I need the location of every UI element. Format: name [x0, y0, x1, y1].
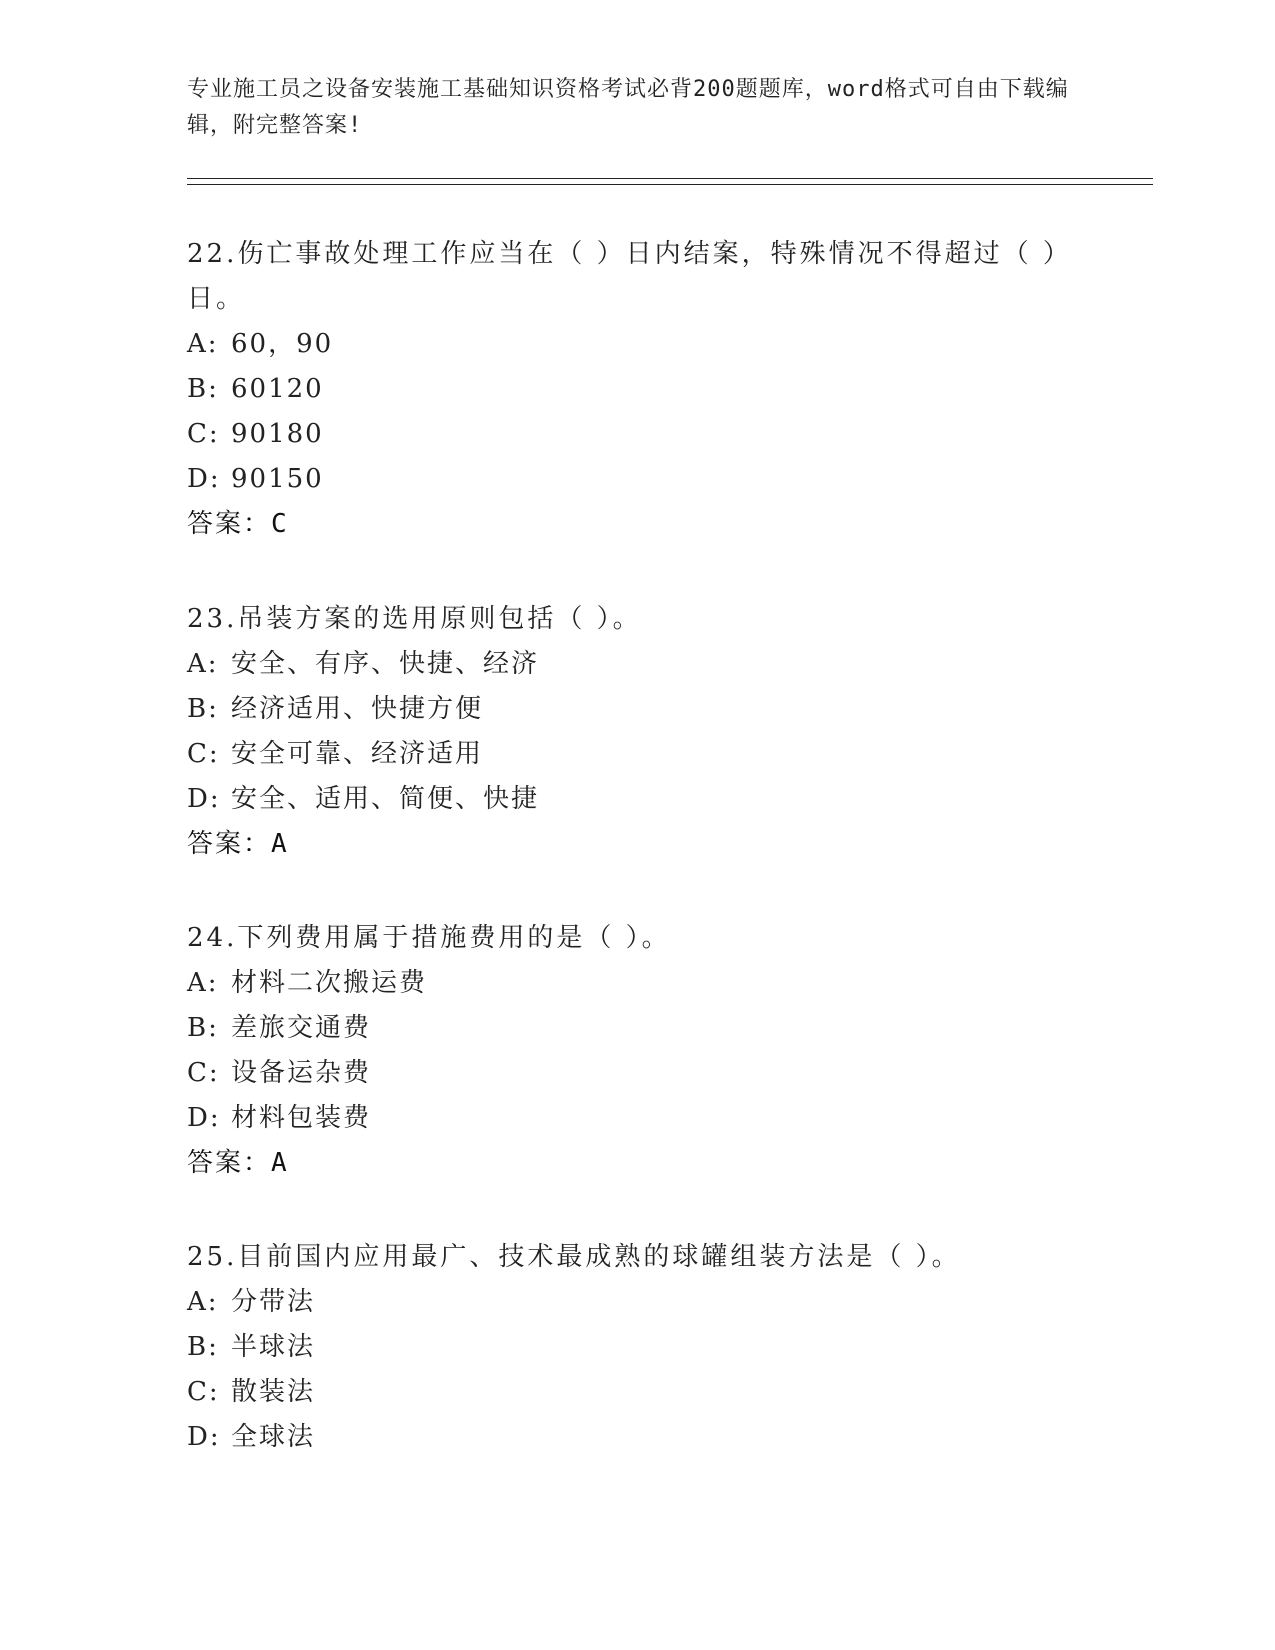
question-text: 25.目前国内应用最广、技术最成熟的球罐组装方法是（ ）。	[187, 1242, 961, 1272]
document-header: 专业施工员之设备安装施工基础知识资格考试必背200题题库，word格式可自由下载编辑，附完整答案!	[187, 77, 1069, 138]
question-text: 22.伤亡事故处理工作应当在（ ）日内结案，特殊情况不得超过（ ）日。	[187, 239, 1072, 314]
option-text: 分带法	[231, 1287, 316, 1317]
header-divider-top	[187, 178, 1153, 179]
option-a	[187, 322, 1087, 367]
option-text: 散装法	[231, 1377, 316, 1407]
option-key: C:	[187, 1377, 220, 1407]
option-a	[187, 961, 1087, 1006]
option-key: C:	[187, 419, 220, 449]
option-text: 经济适用、快捷方便	[231, 694, 484, 724]
option-text: 90150	[231, 464, 324, 494]
option-text: 60，90	[231, 329, 334, 359]
question-22	[187, 232, 1087, 547]
answer-line: 答案：A	[187, 1148, 289, 1178]
option-c	[187, 1370, 1087, 1415]
option-d	[187, 777, 1087, 822]
option-key: D:	[187, 1422, 221, 1452]
option-key: B:	[187, 1013, 219, 1043]
question-text: 24.下列费用属于措施费用的是（ ）。	[187, 923, 671, 953]
option-c	[187, 412, 1087, 457]
option-key: A:	[187, 968, 219, 998]
option-text: 材料包装费	[231, 1103, 372, 1133]
option-b	[187, 1325, 1087, 1370]
question-23	[187, 597, 1087, 867]
option-text: 材料二次搬运费	[231, 968, 428, 998]
option-b	[187, 687, 1087, 732]
option-d	[187, 1415, 1087, 1460]
option-a	[187, 1280, 1087, 1325]
question-25	[187, 1235, 1087, 1460]
option-key: B:	[187, 694, 219, 724]
option-key: B:	[187, 374, 219, 404]
answer-line: 答案：A	[187, 829, 289, 859]
option-b	[187, 1006, 1087, 1051]
option-key: A:	[187, 1287, 219, 1317]
option-key: A:	[187, 329, 219, 359]
option-text: 安全可靠、经济适用	[231, 739, 484, 769]
option-text: 差旅交通费	[231, 1013, 372, 1043]
option-key: A:	[187, 649, 219, 679]
option-text: 半球法	[231, 1332, 316, 1362]
option-text: 全球法	[231, 1422, 316, 1452]
question-text: 23.吊装方案的选用原则包括（ ）。	[187, 604, 642, 634]
option-key: C:	[187, 1058, 220, 1088]
option-b	[187, 367, 1087, 412]
option-c	[187, 1051, 1087, 1096]
answer-line: 答案：C	[187, 509, 289, 539]
option-text: 安全、有序、快捷、经济	[231, 649, 540, 679]
option-a	[187, 642, 1087, 687]
option-d	[187, 1096, 1087, 1141]
option-text: 90180	[231, 419, 324, 449]
option-d	[187, 457, 1087, 502]
option-c	[187, 732, 1087, 777]
option-key: D:	[187, 464, 221, 494]
option-text: 60120	[231, 374, 324, 404]
option-text: 设备运杂费	[231, 1058, 372, 1088]
option-key: B:	[187, 1332, 219, 1362]
option-key: C:	[187, 739, 220, 769]
option-key: D:	[187, 784, 221, 814]
option-key: D:	[187, 1103, 221, 1133]
header-divider-bottom	[187, 184, 1153, 185]
question-24	[187, 916, 1087, 1186]
option-text: 安全、适用、简便、快捷	[231, 784, 540, 814]
